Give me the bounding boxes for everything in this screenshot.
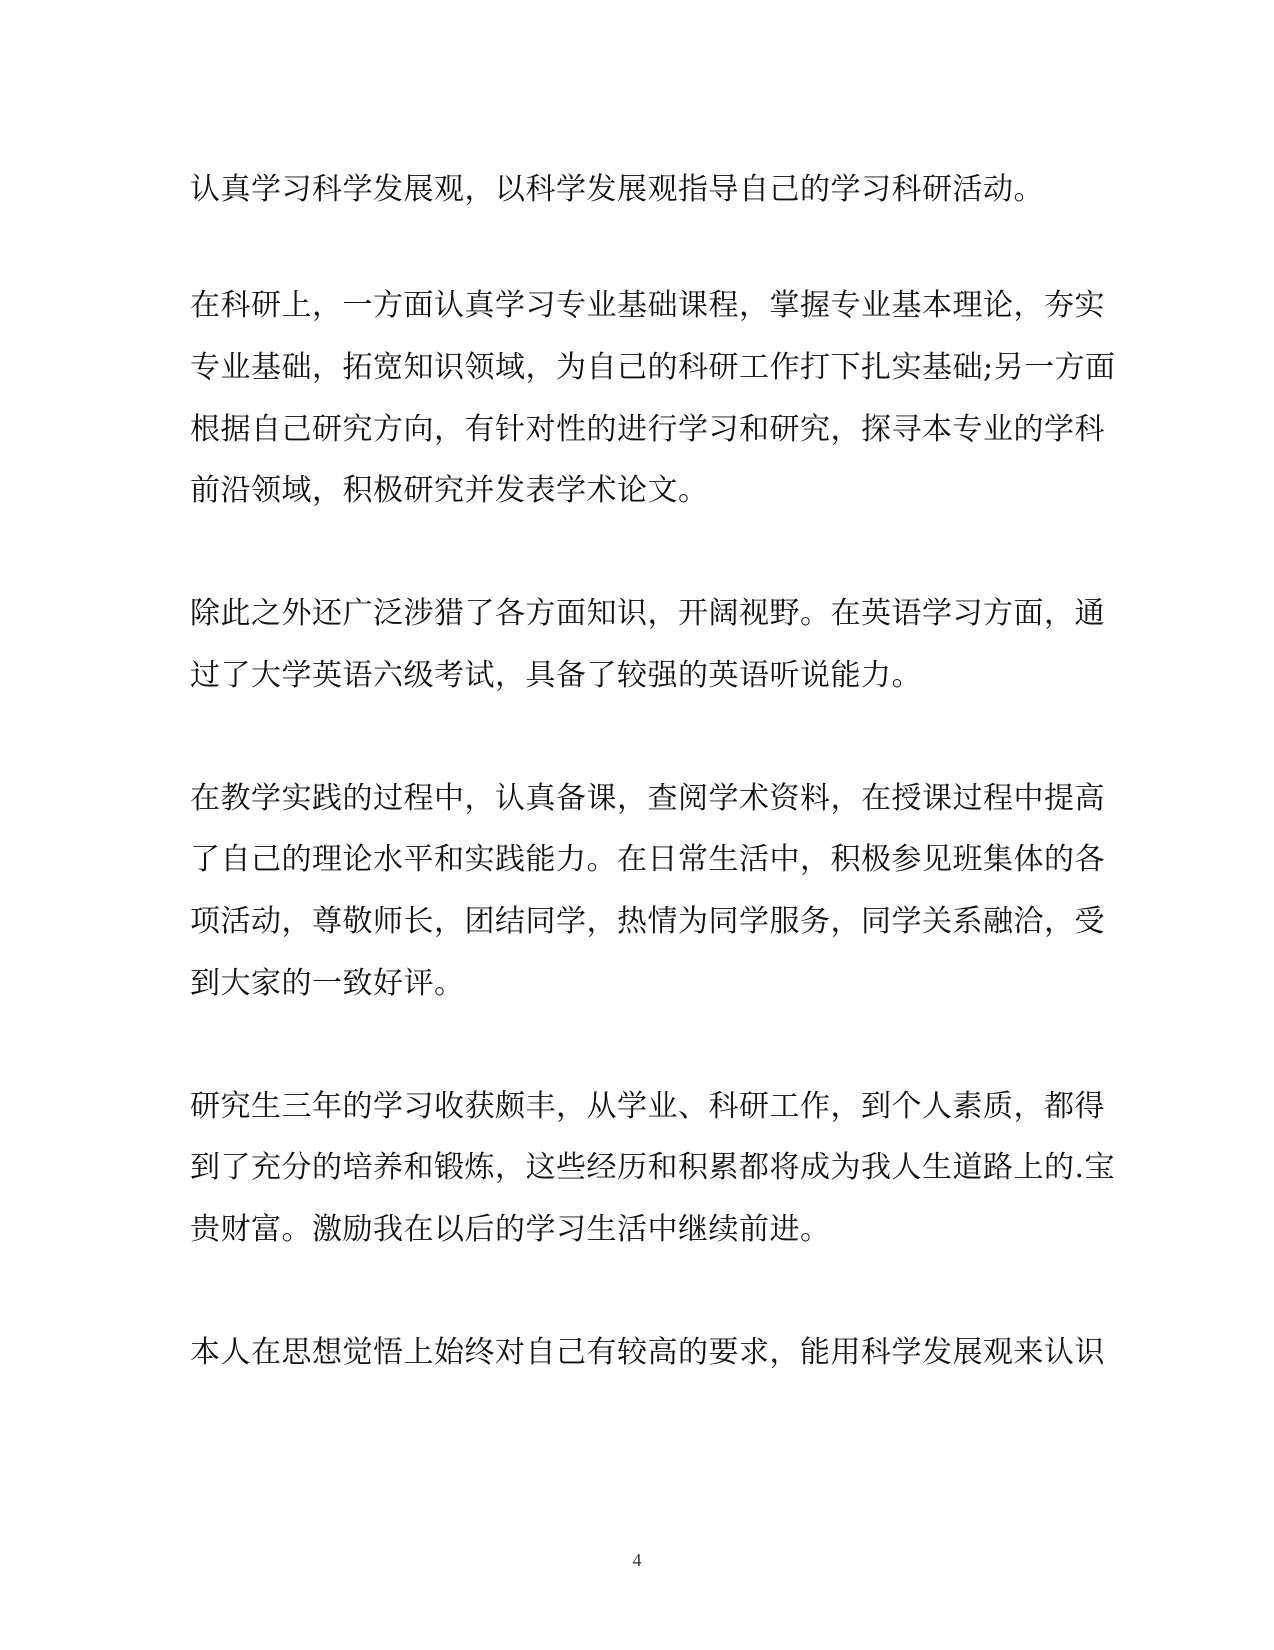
text-line: 过了大学英语六级考试，具备了较强的英语听说能力。 <box>190 658 922 693</box>
text-line: 除此之外还广泛涉猎了各方面知识，开阔视野。在英语学习方面，通 <box>190 596 1105 631</box>
text-line: 在科研上，一方面认真学习专业基础课程，掌握专业基本理论，夯实 <box>190 288 1105 323</box>
text-line: 项活动，尊敬师长，团结同学，热情为同学服务，同学关系融洽，受 <box>190 904 1105 939</box>
text-line: 前沿领域，积极研究并发表学术论文。 <box>190 473 709 508</box>
text-line: 认真学习科学发展观，以科学发展观指导自己的学习科研活动。 <box>190 172 1044 207</box>
text-line: 研究生三年的学习收获颇丰，从学业、科研工作，到个人素质，都得 <box>190 1089 1105 1124</box>
text-line: 了自己的理论水平和实践能力。在日常生活中，积极参见班集体的各 <box>190 842 1105 877</box>
page-number: 4 <box>632 1550 642 1570</box>
text-line: 在教学实践的过程中，认真备课，查阅学术资料，在授课过程中提高 <box>190 781 1105 816</box>
text-line: 根据自己研究方向，有针对性的进行学习和研究，探寻本专业的学科 <box>190 412 1105 447</box>
text-line: 贵财富。激励我在以后的学习生活中继续前进。 <box>190 1212 831 1247</box>
text-line: 到了充分的培养和锻炼，这些经历和积累都将成为我人生道路上的.宝 <box>190 1150 1116 1185</box>
text-line: 本人在思想觉悟上始终对自己有较高的要求，能用科学发展观来认识 <box>190 1335 1105 1370</box>
text-line: 专业基础，拓宽知识领域，为自己的科研工作打下扎实基础;另一方面 <box>190 350 1116 385</box>
text-line: 到大家的一致好评。 <box>190 966 465 1001</box>
